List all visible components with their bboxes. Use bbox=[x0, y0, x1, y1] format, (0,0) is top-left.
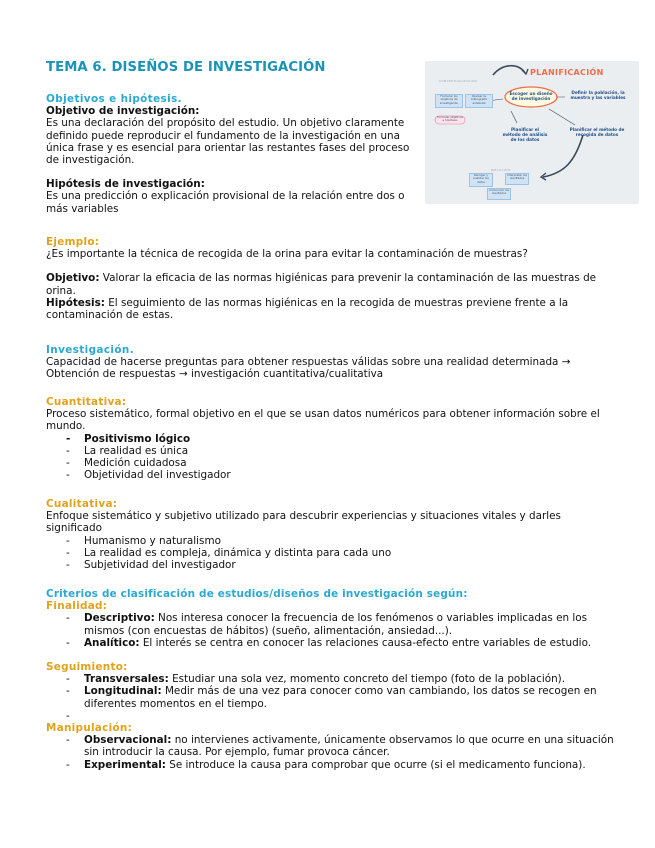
item-label: Descriptivo: bbox=[84, 612, 155, 625]
ejemplo-hipotesis bbox=[46, 297, 616, 321]
seguimiento-list bbox=[46, 673, 614, 722]
manipulacion-heading: Manipulación: bbox=[46, 722, 133, 735]
diagram-faint-label2: EJECUCIÓN bbox=[491, 168, 511, 172]
list-item: - La realidad es única bbox=[66, 445, 616, 457]
objetivos-section bbox=[46, 93, 418, 215]
cuantitativa-heading: Cuantitativa: bbox=[46, 396, 127, 408]
investigacion-text: Capacidad de hacerse preguntas para obtener respuestas válidas sobre una realidad determinada → Obtención de respuestas → investigación cuantitativa/cualitativa bbox=[46, 356, 571, 381]
ejemplo-section bbox=[46, 236, 616, 321]
seguimiento-heading: Seguimiento: bbox=[46, 661, 128, 674]
cuantitativa-text: Proceso sistemático, formal objetivo en el que se usan datos numéricos para obtener información sobre el mundo. bbox=[46, 408, 600, 433]
objetivo-text: Es una declaración del propósito del estudio. Un objetivo claramente definido puede reproducir el fundamento de la investigación en una única frase y es esencial para orientar las restantes fases del proceso de investigación. bbox=[46, 117, 410, 167]
list-item bbox=[66, 734, 614, 758]
item-text: Medir más de una vez para conocer como van cambiando, los datos se recogen en diferentes momentos en el tiempo. bbox=[84, 685, 597, 710]
finalidad-heading: Finalidad: bbox=[46, 600, 108, 613]
diagram-bottom-box: Comunicar los resultados bbox=[487, 188, 511, 200]
diagram-left-box: Formular objetivos e hipótesis bbox=[436, 115, 464, 123]
hipotesis-text: Es una predicción o explicación provisional de la relación entre dos o más variables bbox=[46, 190, 405, 215]
ejemplo-objetivo-text: Valorar la eficacia de las normas higiénicas para prevenir la contaminación de las muestras de orina. bbox=[46, 272, 597, 297]
diagram-right-top-box: Definir la población, la muestra y las variables bbox=[570, 90, 626, 100]
item-label: Longitudinal: bbox=[84, 685, 162, 698]
item-label: Observacional: bbox=[84, 734, 172, 747]
item-label: Transversales: bbox=[84, 673, 169, 686]
objetivos-heading: Objetivos e hipótesis. bbox=[46, 93, 183, 105]
diagram-faint-label: CONCEPTUALIZACIÓN bbox=[439, 79, 477, 83]
cualitativa-heading: Cualitativa: bbox=[46, 498, 118, 510]
diagram-title: PLANIFICACIÓN bbox=[530, 68, 604, 77]
item-label: Experimental: bbox=[84, 758, 166, 771]
list-item: - Medición cuidadosa bbox=[66, 457, 616, 469]
investigacion-heading: Investigación. bbox=[46, 344, 135, 356]
ejemplo-hipotesis-label: Hipótesis: bbox=[46, 296, 105, 309]
list-item bbox=[66, 612, 614, 636]
cualitativa-list bbox=[46, 535, 616, 572]
item-text: Estudiar una sola vez, momento concreto del tiempo (foto de la población). bbox=[168, 673, 566, 686]
ejemplo-objetivo-label: Objetivo: bbox=[46, 272, 100, 285]
item-text: no intervienes activamente, únicamente observamos lo que ocurre en una situación sin introducir la causa. Por ejemplo, fumar provoca cáncer. bbox=[84, 734, 614, 759]
page-title: TEMA 6. DISEÑOS DE INVESTIGACIÓN bbox=[46, 60, 326, 75]
list-item bbox=[66, 637, 614, 649]
diagram-mid-right-box: Planificar el método de recogida de datos bbox=[569, 127, 625, 137]
objetivo-label: Objetivo de investigación: bbox=[46, 105, 200, 118]
cuantitativa-section bbox=[46, 396, 616, 481]
manipulacion-list bbox=[46, 734, 614, 771]
list-item bbox=[66, 685, 614, 709]
cualitativa-section bbox=[46, 498, 616, 571]
diagram-bottom-box: Interpretar los resultados bbox=[505, 173, 529, 185]
list-item: - Subjetividad del investigador bbox=[66, 559, 616, 571]
item-text: Nos interesa conocer la frecuencia de los fenómenos o variables implicadas en los mismos (con encuestas de hábitos) (sueño, alimentación, ansiedad...). bbox=[84, 612, 588, 637]
item-text: El interés se centra en conocer las relaciones causa-efecto entre variables de estudio. bbox=[139, 636, 592, 649]
list-item: - Humanismo y naturalismo bbox=[66, 535, 616, 547]
hipotesis-label: Hipótesis de investigación: bbox=[46, 178, 205, 191]
planning-diagram bbox=[425, 61, 639, 204]
investigacion-section bbox=[46, 344, 616, 381]
diagram-left-box: Formular los objetivos de investigación bbox=[435, 94, 463, 108]
diagram-bottom-box: Recoger y analizar los datos bbox=[469, 173, 493, 187]
diagram-center-box: Escoger un diseño de investigación bbox=[509, 91, 553, 101]
ejemplo-heading: Ejemplo: bbox=[46, 236, 100, 248]
criterios-section bbox=[46, 588, 614, 771]
item-text: Se introduce la causa para comprobar que ocurre (si el medicamento funciona). bbox=[165, 758, 586, 771]
list-item: - Positivismo lógico bbox=[66, 433, 616, 445]
list-item: - La realidad es compleja, dinámica y distinta para cada uno bbox=[66, 547, 616, 559]
finalidad-list bbox=[46, 612, 614, 649]
ejemplo-question: ¿Es importante la técnica de recogida de la orina para evitar la contaminación de muestras? bbox=[46, 248, 528, 261]
list-item bbox=[66, 673, 614, 685]
diagram-left-box: Revisar la bibliografía existente bbox=[465, 94, 493, 108]
cuantitativa-list bbox=[46, 433, 616, 482]
diagram-mid-left-box: Planificar el método de análisis de los datos bbox=[502, 127, 548, 142]
cualitativa-text: Enfoque sistemático y subjetivo utilizado para descubrir experiencias y situaciones vitales y darles significado bbox=[46, 510, 561, 535]
ejemplo-objetivo bbox=[46, 272, 616, 296]
list-item bbox=[66, 759, 614, 771]
item-label: Analítico: bbox=[84, 636, 140, 649]
criterios-heading: Criterios de clasificación de estudios/diseños de investigación según: bbox=[46, 588, 468, 600]
ejemplo-hipotesis-text: El seguimiento de las normas higiénicas en la recogida de muestras previene frente a la contaminación de estas. bbox=[46, 296, 569, 322]
list-item-empty bbox=[66, 710, 614, 722]
list-item: - Objetividad del investigador bbox=[66, 469, 616, 481]
